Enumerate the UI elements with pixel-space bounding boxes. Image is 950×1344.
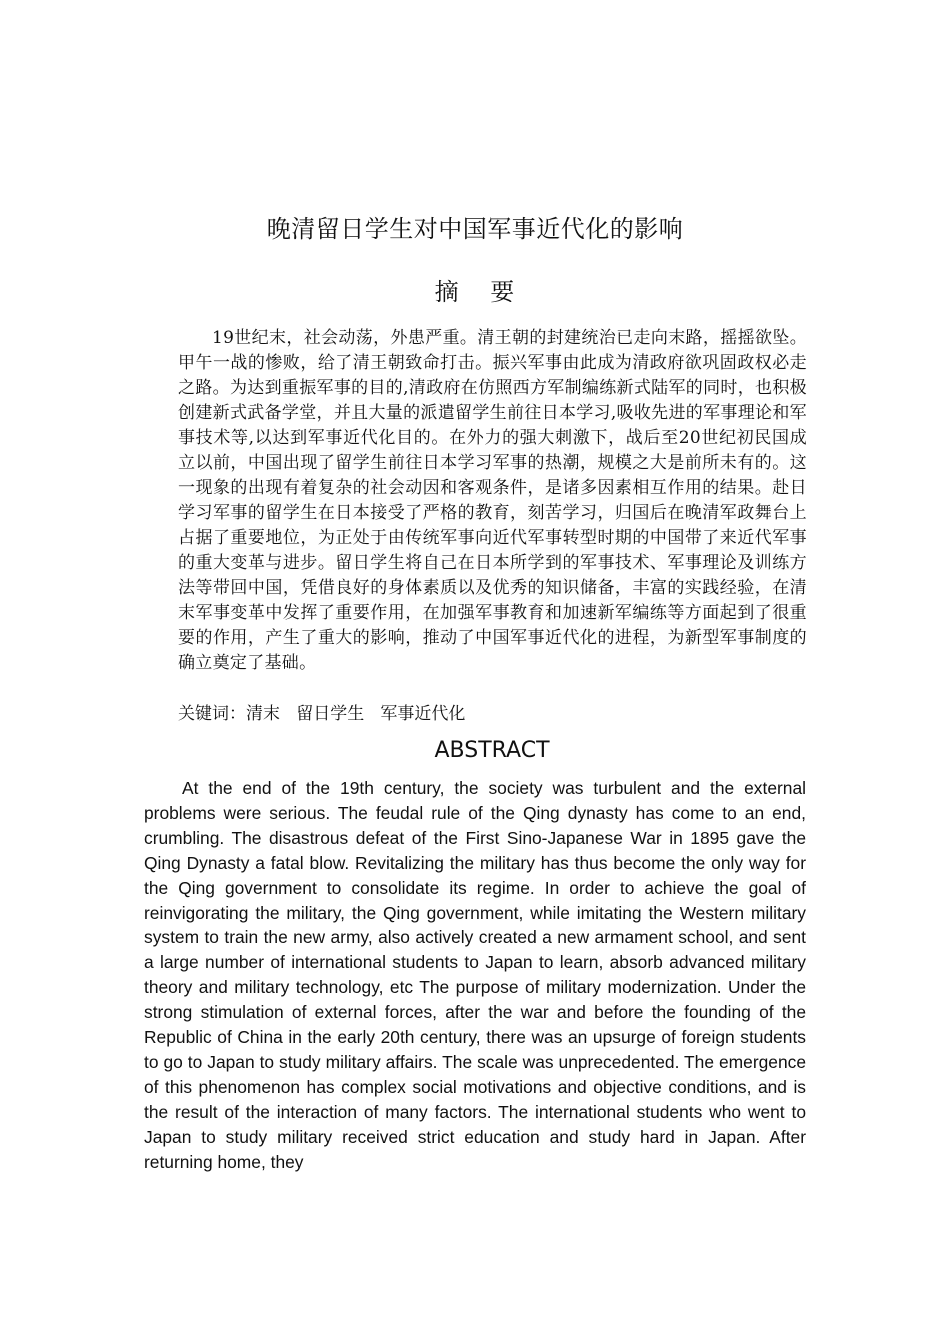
abstract-body-chinese: 19世纪末，社会动荡，外患严重。清王朝的封建统治已走向末路，摇摇欲坠。甲午一战的惨败，给了清王朝致命打击。振兴军事由此成为清政府欲巩固政权必走之路。为达到重振军事的目的,清政府在仿照西方军制编练新式陆军的同时，也积极创建新式武备学堂，并且大量的派遣留学生前往日本学习,吸收先进的军事理论和军事技术等,以达到军事近代化目的。在外力的强大刺激下，战后至20世纪初民国成立以前，中国出现了留学生前往日本学习军事的热潮，规模之大是前所未有的。这一现象的出现有着复杂的社会动因和客观条件，是诸多因素相互作用的结果。赴日学习军事的留学生在日本接受了严格的教育，刻苦学习，归国后在晚清军政舞台上占据了重要地位，为正处于由传统军事向近代军事转型时期的中国带了来近代军事的重大变革与进步。留日学生将自己在日本所学到的军事技术、军事理论及训练方法等带回中国，凭借良好的身体素质以及优秀的知识储备，丰富的实践经验，在清末军事变革中发挥了重要作用，在加强军事教育和加速新军编练等方面起到了很重要的作用，产生了重大的影响，推动了中国军事近代化的进程，为新型军事制度的确立奠定了基础。 [178,328,807,673]
document-title: 晚清留日学生对中国军事近代化的影响 [266,215,684,243]
abstract-body-english: At the end of the 19th century, the society was turbulent and the external problems were serious. The feudal rule of the Qing dynasty has come to an end, crumbling. The disastrous defeat of the First Sino-Japanese War in 1895 gave the Qing Dynasty a fatal blow. Revitalizing the military has thus become the only way for the Qing government to consolidate its regime. In order to achieve the goal of reinvigorating the military, the Qing government, while imitating the Western military system to train the new army, also actively created a new armament school, and sent a large number of international students to Japan to learn, absorb advanced military theory and military technology, etc The purpose of military modernization. Under the strong stimulation of external forces, after the war and before the founding of the Republic of China in the early 20th century, there was an upsurge of foreign students to go to Japan to study military affairs. The scale was unprecedented. The emergence of this phenomenon has complex social motivations and objective conditions, and is the result of the interaction of many factors. The international students who went to Japan to study military received strict education and study hard in Japan. After returning home, they [144,778,806,1172]
abstract-heading-english: ABSTRACT [434,738,550,763]
keywords-line: 关键词：清末 留日学生 军事近代化 [178,704,466,724]
abstract-heading-chinese: 摘 要 [434,278,516,306]
